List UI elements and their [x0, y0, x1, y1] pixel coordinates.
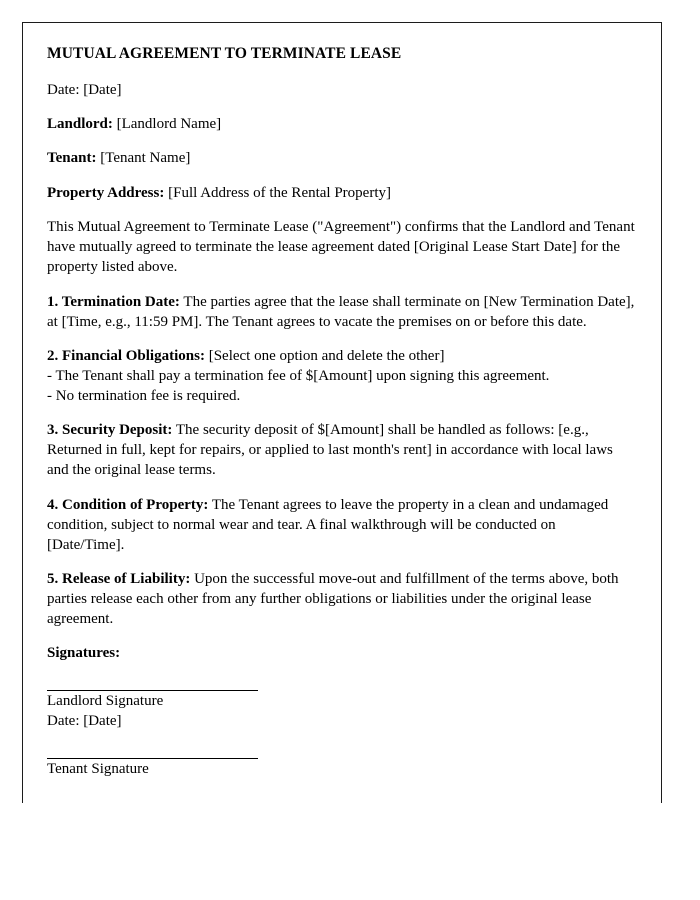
landlord-signature-block	[47, 690, 635, 732]
clause-2-heading: 2. Financial Obligations:	[47, 348, 205, 365]
document-body	[47, 45, 635, 786]
clause-2-option-1: - The Tenant shall pay a termination fee of $[Amount] upon signing this agreement.	[47, 367, 550, 384]
clause-4-text: The Tenant agrees to leave the property in a clean and undamaged condition, subject to normal wear and tear. A final walkthrough will be conducted on [Date/Time].	[47, 496, 609, 553]
tenant-signature-caption: Tenant Signature	[47, 761, 149, 778]
field-property-address-value: [Full Address of the Rental Property]	[168, 184, 391, 201]
intro-paragraph: This Mutual Agreement to Terminate Lease ("Agreement") confirms that the Landlord and Tenant have mutually agreed to terminate the lease agreement dated [Original Lease Start Date] for the property listed above.	[47, 219, 635, 276]
page-title: MUTUAL AGREEMENT TO TERMINATE LEASE	[47, 45, 402, 62]
date-line: Date: [Date]	[47, 81, 122, 98]
landlord-signature-date: Date: [Date]	[47, 713, 122, 730]
signatures-heading: Signatures:	[47, 645, 121, 662]
landlord-signature-line[interactable]	[47, 690, 258, 691]
clause-2-financial-obligations	[47, 347, 635, 407]
clause-5-heading: 5. Release of Liability:	[47, 570, 191, 587]
clause-3-security-deposit	[47, 421, 635, 481]
clause-5-release-of-liability	[47, 570, 635, 630]
field-tenant	[47, 149, 635, 169]
landlord-signature-caption: Landlord Signature	[47, 693, 164, 710]
field-landlord-label: Landlord:	[47, 116, 113, 133]
field-tenant-label: Tenant:	[47, 150, 97, 167]
field-landlord-value: [Landlord Name]	[116, 116, 222, 133]
clause-3-heading: 3. Security Deposit:	[47, 422, 173, 439]
clause-1-termination-date	[47, 293, 635, 333]
field-property-address	[47, 184, 635, 204]
clause-4-condition-of-property	[47, 496, 635, 556]
document-page	[22, 22, 662, 803]
clause-3-text: The security deposit of $[Amount] shall be handled as follows: [e.g., Returned in full, kept for repairs, or applied to last month's rent] in accordance with local laws and the original lease terms.	[47, 422, 613, 479]
clause-1-heading: 1. Termination Date:	[47, 293, 180, 310]
field-landlord	[47, 115, 635, 135]
tenant-signature-line[interactable]	[47, 758, 258, 759]
clause-1-text: The parties agree that the lease shall terminate on [New Termination Date], at [Time, e.g., 11:59 PM]. The Tenant agrees to vacate the premises on or before this date.	[47, 293, 635, 330]
clause-4-heading: 4. Condition of Property:	[47, 496, 209, 513]
field-property-address-label: Property Address:	[47, 184, 165, 201]
clause-2-option-2: - No termination fee is required.	[47, 387, 241, 404]
field-tenant-value: [Tenant Name]	[100, 150, 191, 167]
clause-5-text: Upon the successful move-out and fulfillment of the terms above, both parties release each other from any further obligations or liabilities under the original lease agreement.	[47, 570, 619, 627]
tenant-signature-block	[47, 758, 635, 780]
clause-2-text: [Select one option and delete the other]	[204, 348, 445, 365]
